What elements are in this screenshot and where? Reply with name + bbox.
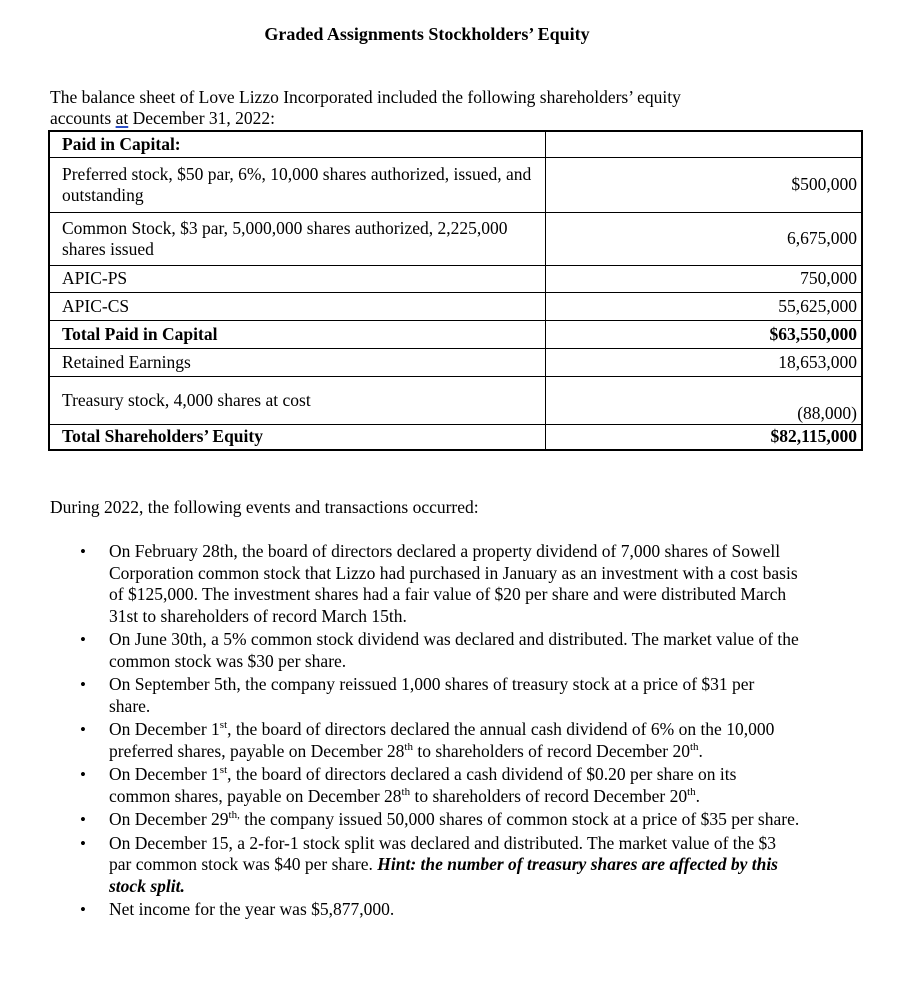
bullet-icon: •: [80, 542, 86, 561]
bullet-icon: •: [80, 900, 86, 919]
ordinal-suffix: st: [219, 764, 228, 776]
event-text: On June 30th, a 5% common stock dividend was declared and distributed. The market value of the common stock was $30 per share.: [109, 629, 799, 671]
event-text: On September 5th, the company reissued 1,000 shares of treasury stock at a price of $31 per share.: [109, 674, 755, 716]
list-item: [80, 629, 800, 672]
list-item: [80, 833, 800, 898]
event-text: Net income for the year was $5,877,000.: [109, 899, 395, 919]
list-item: [80, 541, 800, 627]
row-label: APIC-CS: [49, 292, 545, 320]
event-text-part: .: [695, 785, 701, 806]
list-item: [80, 719, 800, 762]
table-row: [49, 376, 862, 424]
row-amount: 750,000: [545, 265, 862, 292]
row-amount: 55,625,000: [545, 292, 862, 320]
page-title: Graded Assignments Stockholders’ Equity: [264, 24, 590, 44]
ordinal-suffix: th,: [228, 809, 240, 821]
intro-underlined-word: at: [115, 108, 129, 128]
table-row: [49, 292, 862, 320]
bullet-icon: •: [80, 630, 86, 649]
list-item: [80, 899, 800, 921]
row-label: Total Shareholders’ Equity: [49, 424, 545, 450]
event-text-part: On December 29: [109, 809, 229, 829]
row-label: Total Paid in Capital: [49, 320, 545, 348]
event-text-part: On December 15, a 2-for-1 stock split was declared and distributed. The market value of the $3 par common stock was $40 per share.: [109, 832, 777, 874]
event-text: [109, 833, 778, 896]
event-text-part: to shareholders of record December 20: [412, 740, 690, 761]
ordinal-suffix: th: [689, 740, 699, 753]
event-text-part: , the board of directors declared a cash dividend of $0.20 per share on its common shares, payable on December 28: [109, 764, 737, 806]
table-row: [49, 157, 862, 212]
table-row-header: [49, 131, 862, 157]
row-label: APIC-PS: [49, 265, 545, 292]
event-text: [109, 764, 736, 806]
event-text: [109, 719, 774, 761]
list-item: [80, 809, 800, 831]
table-row: [49, 212, 862, 265]
bullet-icon: •: [80, 833, 86, 853]
row-amount: $500,000: [545, 157, 862, 212]
event-text-part: On December 1: [109, 719, 220, 739]
event-text-part: the company issued 50,000 shares of common stock at a price of $35 per share.: [239, 809, 800, 829]
event-text-part: , the board of directors declared the annual cash dividend of 6% on the 10,000 preferred shares, payable on December 28: [109, 719, 775, 761]
ordinal-suffix: th: [404, 740, 413, 753]
event-text-part: On December 1: [109, 764, 220, 784]
table-row: [49, 265, 862, 292]
intro-line-2-end: December 31, 2022:: [128, 108, 276, 128]
row-label: Retained Earnings: [49, 348, 545, 376]
events-list: [80, 541, 800, 923]
intro-line-2-start: accounts: [50, 108, 116, 128]
row-label: Preferred stock, $50 par, 6%, 10,000 shares authorized, issued, and outstanding: [49, 157, 545, 212]
bullet-icon: •: [80, 810, 86, 829]
table-row-total: [49, 424, 862, 450]
ordinal-suffix: st: [219, 719, 228, 731]
event-text: On February 28th, the board of directors declared a property dividend of 7,000 shares of Sowell Corporation common stock that Lizzo had purchased in January as an investment with a cost basis of $125,000. The investment shares had a fair value of $20 per share and were distributed March 31st to shareholders of record March 15th.: [109, 541, 798, 626]
event-text-part: to shareholders of record December 20: [410, 785, 688, 806]
ordinal-suffix: th: [401, 785, 411, 798]
balance-sheet-table: [48, 130, 863, 451]
events-intro: During 2022, the following events and transactions occurred:: [50, 497, 479, 517]
row-label: Treasury stock, 4,000 shares at cost: [49, 376, 545, 424]
ordinal-suffix: th: [687, 785, 696, 798]
row-label: Common Stock, $3 par, 5,000,000 shares authorized, 2,225,000 shares issued: [49, 212, 545, 265]
row-amount: (88,000): [545, 376, 862, 424]
table-row: [49, 320, 862, 348]
paid-in-capital-header: Paid in Capital:: [49, 131, 545, 157]
event-text: [109, 809, 799, 829]
row-amount: $82,115,000: [545, 424, 862, 450]
bullet-icon: •: [80, 765, 86, 784]
empty-cell: [545, 131, 862, 157]
table-row: [49, 348, 862, 376]
intro-paragraph: [50, 87, 770, 129]
row-amount: 18,653,000: [545, 348, 862, 376]
event-text-part: .: [698, 740, 703, 761]
hint-text: Hint: the number of treasury shares are affected by this stock split.: [109, 854, 778, 896]
list-item: [80, 764, 800, 807]
row-amount: 6,675,000: [545, 212, 862, 265]
row-amount: $63,550,000: [545, 320, 862, 348]
intro-line-1: The balance sheet of Love Lizzo Incorporated included the following shareholders’ equity: [50, 87, 681, 107]
bullet-icon: •: [80, 675, 86, 694]
list-item: [80, 674, 800, 717]
bullet-icon: •: [80, 720, 86, 739]
